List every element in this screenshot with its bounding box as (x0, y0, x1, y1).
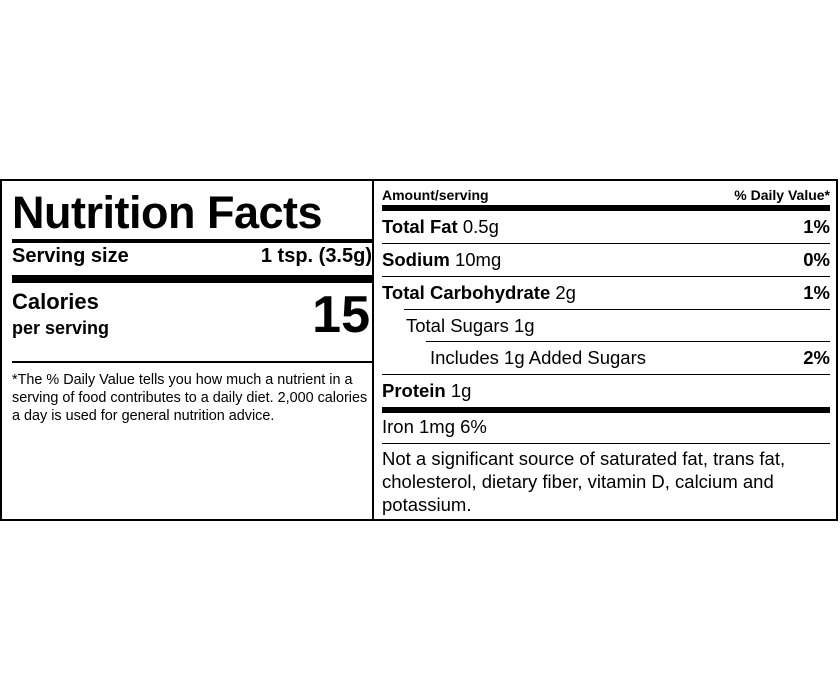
divider (382, 443, 830, 444)
label-right-panel (382, 181, 830, 519)
nutrient-row (382, 342, 830, 373)
table-header (382, 187, 830, 205)
divider (12, 361, 372, 363)
nutrient-dv: 0% (803, 249, 830, 270)
nutrient-dv: 1% (803, 216, 830, 237)
nutrient-label: Total Fat 0.5g (382, 216, 499, 237)
nutrition-facts-label (0, 179, 838, 521)
calories-per-serving: per serving (12, 318, 110, 338)
label-left-panel (2, 181, 372, 519)
nutrient-row (382, 310, 830, 341)
column-divider (372, 181, 374, 521)
amount-header: Amount/serving (382, 187, 489, 203)
nutrient-row (382, 411, 830, 442)
serving-size-value: 1 tsp. (3.5g) (260, 245, 372, 267)
nutrient-row (382, 375, 830, 406)
label-title: Nutrition Facts (12, 187, 323, 238)
serving-size-label: Serving size (12, 245, 129, 267)
nutrient-label: Iron 1mg 6% (382, 416, 487, 437)
daily-value-footnote: *The % Daily Value tells you how much a nutrient in a serving of food contributes to a daily diet. 2,000 calories a day is used for general nutrition advice. (12, 372, 368, 424)
nutrient-label: Includes 1g Added Sugars (430, 347, 646, 368)
nutrient-label: Protein 1g (382, 380, 472, 401)
nutrient-dv: 1% (803, 282, 830, 303)
not-significant-source-note: Not a significant source of saturated fat, trans fat, cholesterol, dietary fiber, vitamin D, calcium and potassium. (382, 448, 786, 515)
thick-divider (12, 275, 372, 283)
serving-size-row (12, 243, 372, 273)
nutrient-row (382, 277, 830, 308)
nutrient-row (382, 244, 830, 275)
daily-value-header: % Daily Value* (734, 187, 830, 203)
nutrient-label: Total Sugars 1g (406, 315, 535, 336)
nutrient-dv: 2% (803, 347, 830, 368)
calories-value: 15 (312, 286, 370, 344)
nutrient-label: Total Carbohydrate 2g (382, 282, 576, 303)
nutrient-row (382, 211, 830, 242)
nutrient-label: Sodium 10mg (382, 249, 502, 270)
calories-label: Calories (12, 289, 99, 314)
